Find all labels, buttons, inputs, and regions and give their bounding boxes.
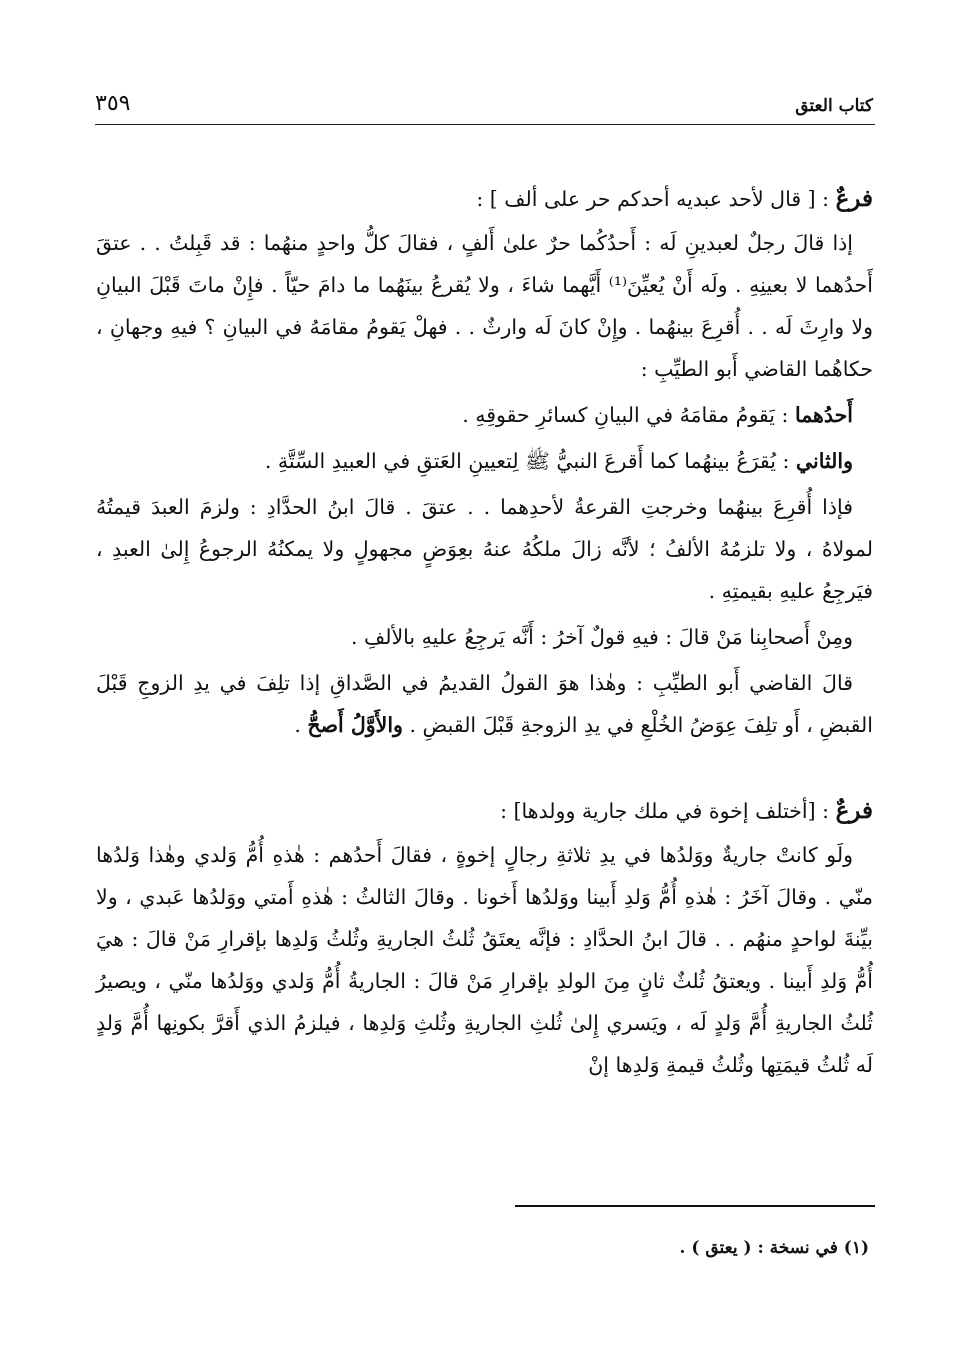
branch-title: : [ قال لأحد عبديه أحدكم حر على ألف ] :	[476, 187, 836, 211]
branch-label: فرعٌ	[835, 797, 873, 824]
item-label: والثاني	[795, 449, 853, 473]
main-text	[96, 178, 873, 1090]
footnote-rule	[515, 1205, 875, 1207]
section-2	[96, 790, 873, 1086]
footnote-marker: (١)	[843, 1238, 869, 1258]
section-1	[96, 178, 873, 746]
list-item	[96, 440, 873, 482]
branch-title: : [أختلف إخوة في ملك جارية وولدها] :	[500, 799, 836, 823]
branch-label: فرعٌ	[835, 185, 873, 212]
paragraph: ولَو كانتْ جاريةٌ ووَلدُها في يدِ ثلاثةِ رجالٍ إخوةٍ ، فقالَ أَحدُهم : هٰذهِ أُمُّ وَلدي وهٰذا وَلدُها منّي . وقالَ آخَرُ : هٰذهِ أُمُّ وَلدِ أَبينا ووَلدُها أَخونا . وقالَ الثالثُ : هٰذهِ أَمتي ووَلدُها عَبدي ، ولا بيِّنةَ لواحدٍ منهُم . . قالَ ابنُ الحدَّادِ : فإنَّه يعتَقُ ثُلثُ الجاريةِ وثُلثُ وَلدِها بإقرارِ مَنْ قالَ : هيَ أُمُّ وَلدِ أَبينا . ويعتقُ ثُلثٌ ثانٍ مِنَ الولدِ بإقرارِ مَنْ قالَ : الجاريةُ أُمُّ وَلدي ووَلدُها منّي ، ويصيرُ ثُلثُ الجاريةِ أُمَّ وَلدٍ لَه ، ويَسري إِلىٰ ثُلثِ الجاريةِ وثُلثِ وَلدِها ، فيلزمُ الذي أَقرَّ بكونِها أُمَّ وَلدٍ لَه ثُلثُ قيمَتِها وثُلثُ قيمةِ وَلدِها إنْ	[96, 843, 873, 1077]
list-item	[96, 394, 873, 436]
page-number: ٣٥٩	[95, 91, 131, 116]
item-text: : يُقرَعُ بينهُما كما أَقرعَ النبيُّ ﷺ لِتعيينِ العَتقِ في العبيدِ السِّتَّةِ .	[264, 449, 796, 473]
item-label: أَحدُهما	[794, 403, 853, 427]
item-text: : يَقومُ مقامَهُ في البيانِ كسائرِ حقوقِهِ .	[462, 403, 795, 427]
header-rule	[95, 124, 875, 125]
paragraph	[96, 662, 873, 746]
closing-text: قالَ القاضي أَبو الطيِّبِ : وهٰذا هوَ القولُ القديمُ في الصَّداقِ إذا تلِفَ في يدِ الزوجِ قَبْلَ القبضِ ، أَو تلِفَ عِوَضُ الخُلْعِ في يدِ الزوجةِ قَبْلَ القبضِ .	[96, 671, 873, 737]
paragraph: إذا قالَ رجلٌ لعبدينِ لَه : أَحدُكُما حرٌ علىٰ أَلفٍ ، فقالَ كلُّ واحدٍ منهُما : قد قَبِلتُ . . عتقَ أَحدُهما لا بعينِهِ . ولَه أَنْ يُعيِّنَ⁽¹⁾ أَيَّهما شاءَ ، ولا يُقرعُ بينَهُما ما دامَ حيّاً . فإِنْ ماتَ قَبْلَ البيانِ ولا وارِثَ لَه . . أُقرِعَ بينهُما . وإِنْ كانَ لَه وارثٌ . . فهلْ يَقومُ مقامَهُ في البيانِ ؟ فيهِ وجهانِ ، حكاهُما القاضي أَبو الطيِّبِ :	[96, 231, 874, 381]
paragraph: ومِنْ أَصحابِنا مَنْ قالَ : فيهِ قولٌ آخرُ : أَنَّه يَرجِعُ عليهِ بالألفِ .	[350, 625, 853, 649]
page-header	[95, 80, 873, 116]
running-title: كتاب العتق	[795, 96, 873, 116]
closing-end: .	[294, 713, 308, 737]
footnote	[680, 1238, 869, 1258]
paragraph: فإذا أُقرِعَ بينهُما وخرجتِ القرعةُ لأحدِهما . . عتقَ . قالَ ابنُ الحدَّادِ : ولزمَ العبدَ قيمتُهُ لمولاهُ ، ولا تلزمُهُ الألفُ ؛ لأنَّه زالَ ملكُهُ عنهُ بعِوَضٍ مجهولٍ ولا يمكنُهُ الرجوعُ إِلىٰ العبدِ ، فيَرجِعُ عليهِ بقيمتِهِ .	[96, 495, 873, 603]
branch-heading	[96, 178, 873, 220]
closing-ruling: والأَوَّلُ أَصحُّ	[307, 713, 403, 737]
branch-heading	[96, 790, 873, 832]
footnote-text: في نسخة : ( يعتق ) .	[679, 1238, 838, 1258]
